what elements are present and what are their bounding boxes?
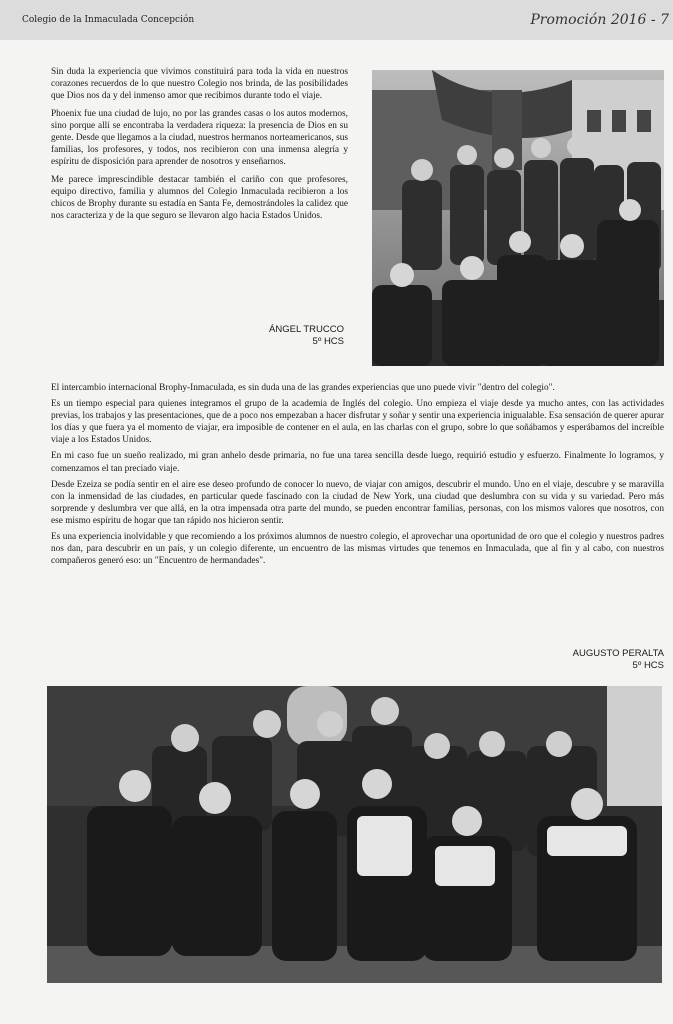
- edition-label: Promoción 2016 - 7: [530, 12, 669, 28]
- article-1-author: ÁNGEL TRUCCO: [269, 324, 344, 335]
- article-2-paragraph: El intercambio internacional Brophy-Inmaculada, es sin duda una de las grandes experiencias que uno puede vivir "dentro del colegio".: [51, 383, 555, 393]
- article-2-paragraph: Desde Ezeiza se podía sentir en el aire ese deseo profundo de conocer lo nuevo, de viajar con amigos, descubrir el mundo. Uno en el viaje, descubre y se maravilla con la inmensidad de las ciudades, en particular quede fascinado con la ciudad de New York, una ciudad que deslumbra con su vida y su variedad. Pero más sorprende y deslumbra ver que allá, en la otra impensada otra parte del mundo, se pueden encontrar familias, personas, con los mismos valores que nosotros, con ese mismo espíritu de hogar que tan rápido nos hicieron sentir.: [51, 479, 664, 526]
- group-photo-top: [372, 70, 664, 366]
- article-1-text: [51, 66, 348, 227]
- article-2-paragraph: Es un tiempo especial para quienes integramos el grupo de la academia de Inglés del colegio. Uno empieza el viaje desde ya mucho antes, con las actividades previas, los trabajos y las presentaciones, que de a poco nos empezaban a hacer disfrutar y soñar y sentir una experiencia inigualable. Esa sensación de querer apurar los días y que fuera ya el momento de viajar, era imposible de contener en el aula, en las charlas con el grupo, sobre lo que soñábamos y esperábamos del increíble viaje a los Estados Unidos.: [51, 399, 664, 446]
- group-photo-bottom: [47, 686, 662, 983]
- article-2-signature: [51, 648, 664, 672]
- article-2-text: [51, 382, 664, 571]
- article-1-paragraph: Me parece imprescindible destacar también el cariño con que profesores, equipo directivo, familia y alumnos del Colegio Inmaculada recibieron a los chicos de Brophy durante su estadía en Santa Fe, demostrándoles la calidez que nos caracteriza y de la que seguro se llevaron algo hacia Estados Unidos.: [51, 174, 348, 222]
- article-1-signature: [51, 324, 344, 348]
- article-2-paragraph: En mi caso fue un sueño realizado, mi gran anhelo desde primaria, no fue una tarea sencilla desde luego, requirió estudio y esfuerzo. Finalmente lo logramos, y comenzamos el tan preciado viaje.: [51, 451, 664, 474]
- page-header: [0, 0, 673, 40]
- article-2-paragraph: Es una experiencia inolvidable y que recomiendo a los próximos alumnos de nuestro colegio, el aprovechar una oportunidad de oro que el colegio y nuestros padres nos dan, para descubrir en un país, y un colegio diferente, un encuentro de las mismas virtudes que tenemos en Inmaculada, que al fin y al cabo, con nuestros compañeros generó eso: un "Encuentro de hermandades".: [51, 532, 664, 567]
- article-1-paragraph: Phoenix fue una ciudad de lujo, no por las grandes casas o los autos modernos, sino porque allí se encontraba la verdadera riqueza: la presencia de Dios en su gente. Desde que llegamos a la ciudad, nuestros hermanos norteamericanos, sus familias, los profesores, y todos, nos recibieron con una inmensa alegría y espíritu de disposición para aprender de nosotros y enseñarnos.: [51, 108, 348, 168]
- article-1-grade: 5º HCS: [312, 336, 344, 347]
- school-name: Colegio de la Inmaculada Concepción: [22, 15, 195, 25]
- article-1-paragraph: Sin duda la experiencia que vivimos constituirá para toda la vida en nuestros corazones recuerdos de lo que nuestro Colegio nos brinda, de las posibilidades que Dios nos da y del inmenso amor que recibimos durante todo el viaje.: [51, 67, 348, 102]
- article-2-author: AUGUSTO PERALTA: [572, 648, 664, 659]
- article-2-grade: 5º HCS: [632, 660, 664, 671]
